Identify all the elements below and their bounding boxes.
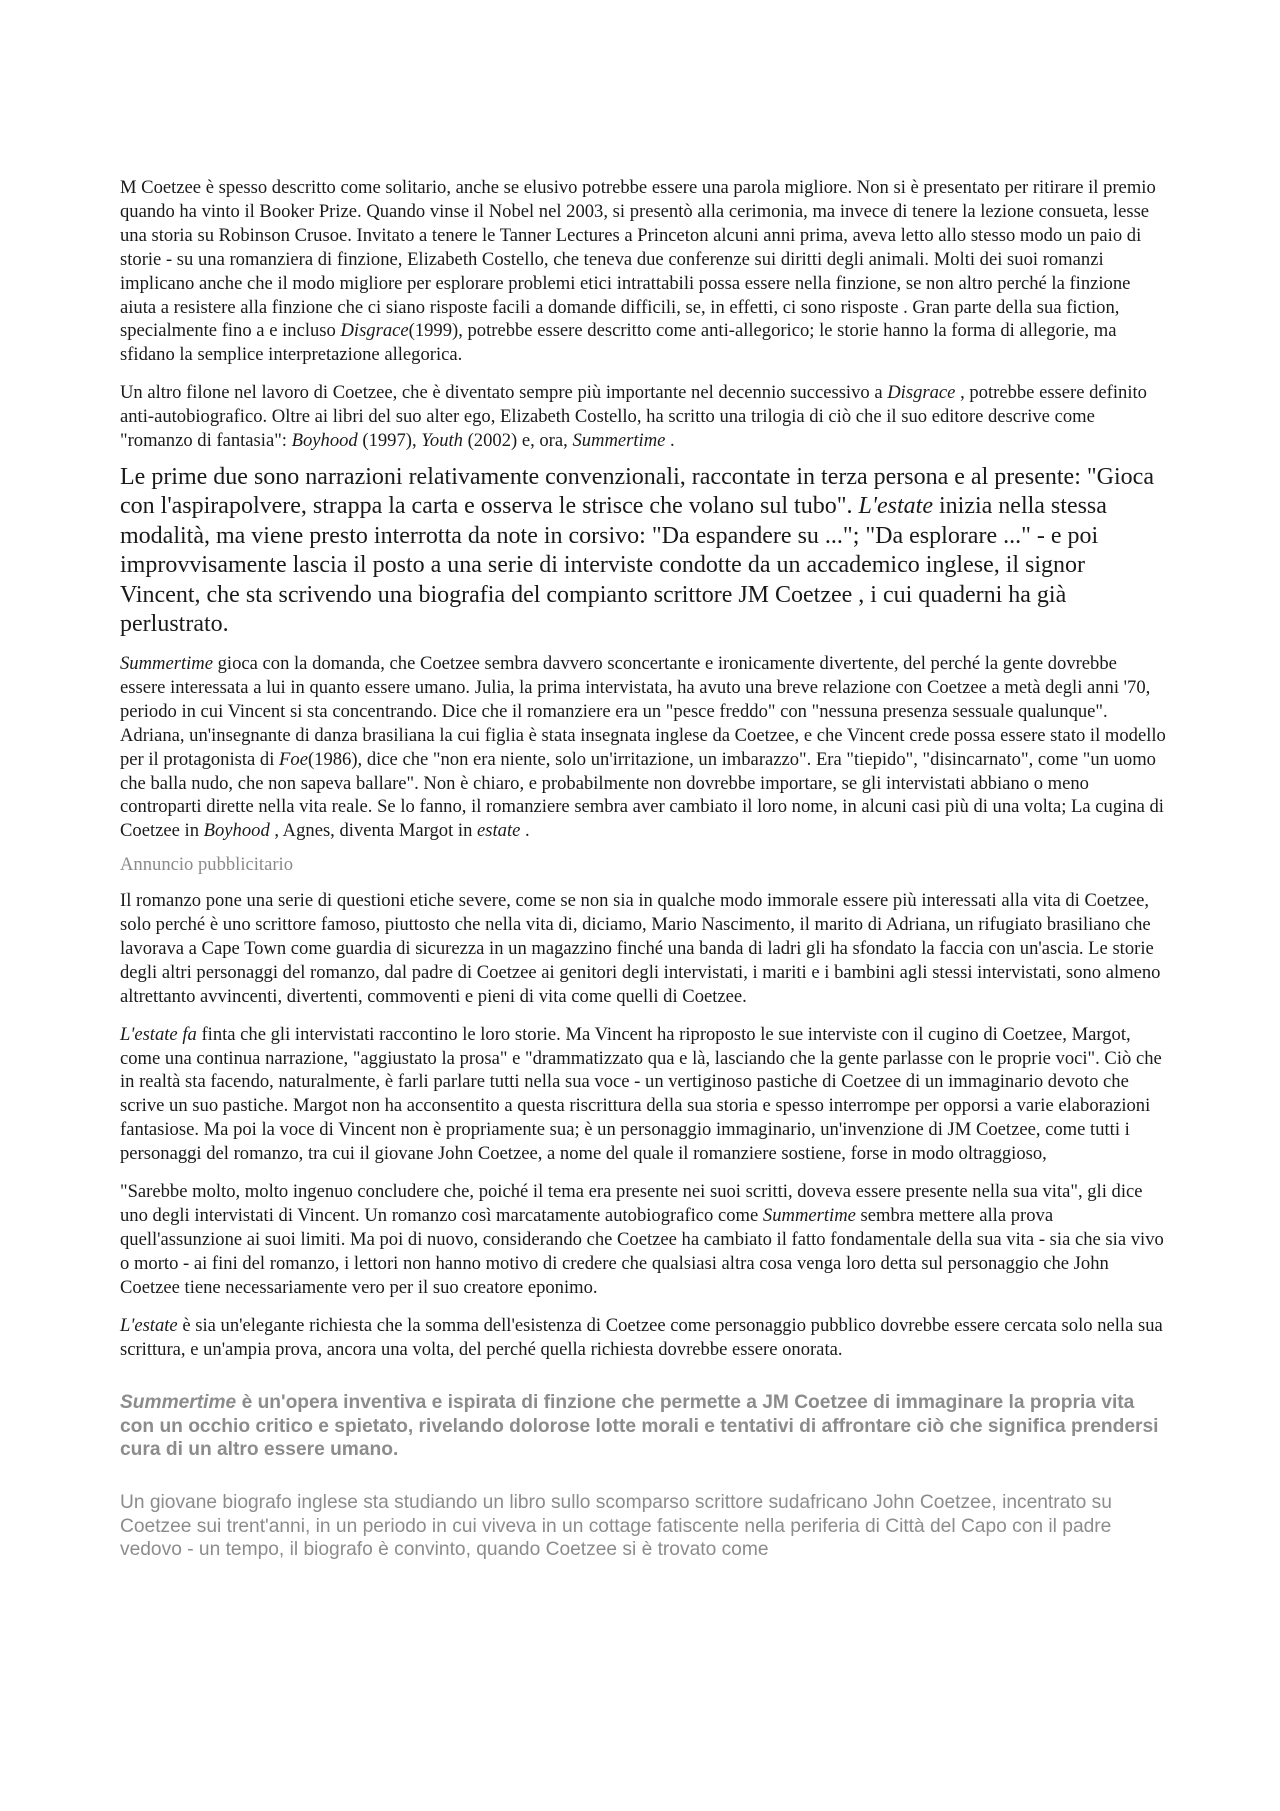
paragraph-naive-conclusion	[120, 1180, 1166, 1300]
paragraph-intro-text-a: M Coetzee è spesso descritto come solitario, anche se elusivo potrebbe essere una parola migliore. Non si è presentato per ritirare il premio quando ha vinto il Booker Prize. Quando vinse il Nobel nel 2003, si presentò alla cerimonia, ma invece di tenere la lezione consueta, lesse una storia su Robinson Crusoe. Invitato a tenere le Tanner Lectures a Princeton alcuni anni prima, aveva letto allo stesso modo un paio di storie - su una romanziera di finzione, Elizabeth Costello, che teneva due conferenze sui diritti degli animali. Molti dei suoi romanzi implicano anche che il modo migliore per esplorare problemi etici intrattabili possa essere nella finzione, se non altro perché la finzione aiuta a resistere alla finzione che ci siano risposte facili a domande difficili, se, in effetti, ci sono risposte . Gran parte della sua fiction, specialmente fino a e incluso	[120, 177, 1156, 342]
book-title-lestate: L'estate	[858, 493, 933, 520]
paragraph-summertime-question	[120, 652, 1166, 843]
paragraph-interviews	[120, 1023, 1166, 1166]
book-title-disgrace: Disgrace	[887, 382, 956, 404]
summary-plain: Un giovane biografo inglese sta studiando un libro sullo scomparso scrittore sudafricano John Coetzee, incentrato su Coetzee sui trent'anni, in un periodo in cui viveva in un cottage fatiscente nella periferia di Città del Capo con il padre vedovo - un tempo, il biografo è convinto, quando Coetzee si è trovato come	[120, 1492, 1112, 1560]
paragraph-8-text-b: è sia un'elegante richiesta che la somma dell'esistenza di Coetzee come personaggio pubblico dovrebbe essere cercata solo nella sua scrittura, e un'ampia prova, ancora una volta, del perché quella richiesta dovrebbe essere onorata.	[120, 1314, 1163, 1360]
paragraph-2-text-a: Un altro filone nel lavoro di Coetzee, che è diventato sempre più importante nel decennio successivo a	[120, 382, 888, 404]
paragraph-4-text-d: (1986), dice che "non era niente, solo un'irritazione, un imbarazzo". Era "tiepido", "disincarnato", come "un uomo che balla nudo, che non sapeva ballare". Non è chiaro, e probabilmente non dovrebbe importare, se gli intervistati abbiano o meno controparti dirette nella vita reale. Se lo fanno, il romanziere sembra aver cambiato il loro nome, in alcuni casi più di una volta; La cugina di Coetzee in	[120, 748, 1164, 842]
paragraph-4-text-h: .	[520, 820, 530, 842]
book-title-foe: Foe	[279, 748, 308, 770]
book-title-lestate-fa: L'estate fa	[120, 1023, 197, 1045]
paragraph-2-text-i: .	[665, 430, 675, 452]
book-title-youth: Youth	[421, 430, 463, 452]
paragraph-2-text-e: (1997),	[357, 430, 422, 452]
paragraph-2-text-g: (2002) e, ora,	[462, 430, 573, 452]
paragraph-intro-text-c: (1999), potrebbe essere descritto come anti-allegorico; le storie hanno la forma di allegorie, ma sfidano la semplice interpretazione allegorica.	[120, 320, 1117, 366]
paragraph-6-text-b: finta che gli intervistati raccontino le loro storie. Ma Vincent ha riproposto le sue interviste con il cugino di Coetzee, Margot, come una continua narrazione, "aggiustato la prosa" e "drammatizzato qua e là, lasciando che la gente parlasse con le proprie voci". Ciò che in realtà sta facendo, naturalmente, è farli parlare tutti nella sua voce - un vertiginoso pastiche di Coetzee di un immaginario devoto che scrive un suo pastiche. Margot non ha acconsentito a questa riscrittura della sua storia e spesso interrompe per opporsi a varie elaborazioni fantasiose. Ma poi la voce di Vincent non è propriamente sua; è un personaggio immaginario, un'invenzione di JM Coetzee, come tutti i personaggi del romanzo, tra cui il giovane John Coetzee, a nome del quale il romanziere sostiene, forse in modo oltraggioso,	[120, 1023, 1162, 1165]
book-title-summertime: Summertime	[572, 430, 666, 452]
paragraph-conclusion	[120, 1314, 1166, 1362]
paragraph-2-text-c: , potrebbe essere definito anti-autobiografico. Oltre ai libri del suo alter ego, Elizabeth Costello, ha scritto una trilogia di ciò che il suo editore descrive come "romanzo di fantasia":	[120, 382, 1147, 452]
book-title-disgrace: Disgrace	[340, 320, 409, 342]
advertisement-label: Annuncio pubblicitario	[120, 854, 293, 876]
book-title-summertime: Summertime	[762, 1205, 856, 1226]
summary-bold-text: è un'opera inventiva e ispirata di finzione che permette a JM Coetzee di immaginare la propria vita con un occhio critico e spietato, rivelando dolorose lotte morali e tentativi di affrontare ciò che significa prendersi cura di un altro essere umano.	[120, 1392, 1159, 1461]
article-page	[120, 176, 1166, 1561]
paragraph-intro	[120, 176, 1166, 367]
book-title-lestate: L'estate	[120, 1314, 178, 1336]
paragraph-4-text-b: gioca con la domanda, che Coetzee sembra davvero sconcertante e ironicamente divertente, del perché la gente dovrebbe essere interessata a lui in quanto essere umano. Julia, la prima intervistata, ha avuto una breve relazione con Coetzee a metà degli anni '70, periodo in cui Vincent si sta concentrando. Dice che il romanziere era un "pesce freddo" con "nessuna presenza sessuale qualunque". Adriana, un'insegnante di danza brasiliana la cui figlia è stata insegnata inglese da Coetzee, e che Vincent crede possa essere stato il modello per il protagonista di	[120, 652, 1166, 770]
paragraph-3-text-a: Le prime due sono narrazioni relativamente convenzionali, raccontate in terza persona e al presente: "Gioca con l'aspirapolvere, strappa la carta e osserva le strisce che volano sul tubo".	[120, 463, 1154, 520]
book-title-summertime: Summertime	[120, 1392, 237, 1414]
paragraph-lead-quote	[120, 463, 1166, 640]
book-title-boyhood: Boyhood	[291, 430, 358, 452]
book-title-summertime: Summertime	[120, 652, 213, 674]
summary-bold	[120, 1391, 1166, 1461]
paragraph-7-text-c: sembra mettere alla prova quell'assunzione ai suoi limiti. Ma poi di nuovo, considerando che Coetzee ha cambiato il fatto fondamentale della sua vita - sia che sia vivo o morto - ai fini del romanzo, i lettori non hanno motivo di credere che qualsiasi altra cosa venga loro detta sul personaggio che John Coetzee tiene necessariamente vero per il suo creatore eponimo.	[120, 1205, 1164, 1298]
paragraph-ethical-questions: Il romanzo pone una serie di questioni etiche severe, come se non sia in qualche modo immorale essere più interessati alla vita di Coetzee, solo perché è uno scrittore famoso, piuttosto che nella vita di, diciamo, Mario Nascimento, il marito di Adriana, un rifugiato brasiliano che lavorava a Cape Town come guardia di sicurezza in un magazzino finché una banda di ladri gli ha sfondato la faccia con un'ascia. Le storie degli altri personaggi del romanzo, dal padre di Coetzee ai genitori degli intervistati, i mariti e i bambini agli stessi intervistati, sono almeno altrettanto avvincenti, divertenti, commoventi e pieni di vita come quelli di Coetzee.	[120, 890, 1161, 1007]
paragraph-4-text-f: , Agnes, diventa Margot in	[269, 820, 478, 842]
book-title-boyhood: Boyhood	[203, 820, 270, 842]
paragraph-3-text-c: inizia nella stessa modalità, ma viene presto interrotta da note in corsivo: "Da espandere su ..."; "Da esplorare ..." - e poi improvvisamente lascia il posto a una serie di interviste condotte da un accademico inglese, il signor Vincent, che sta scrivendo una biografia del compianto scrittore JM Coetzee , i cui quaderni ha già perlustrato.	[120, 493, 1107, 638]
book-title-estate: estate	[477, 820, 521, 842]
paragraph-anti-autobiographical	[120, 381, 1166, 453]
paragraph-7-text-a: "Sarebbe molto, molto ingenuo concludere che, poiché il tema era presente nei suoi scritti, doveva essere presente nella sua vita", gli dice uno degli intervistati di Vincent. Un romanzo così marcatamente autobiografico come	[120, 1181, 1143, 1226]
